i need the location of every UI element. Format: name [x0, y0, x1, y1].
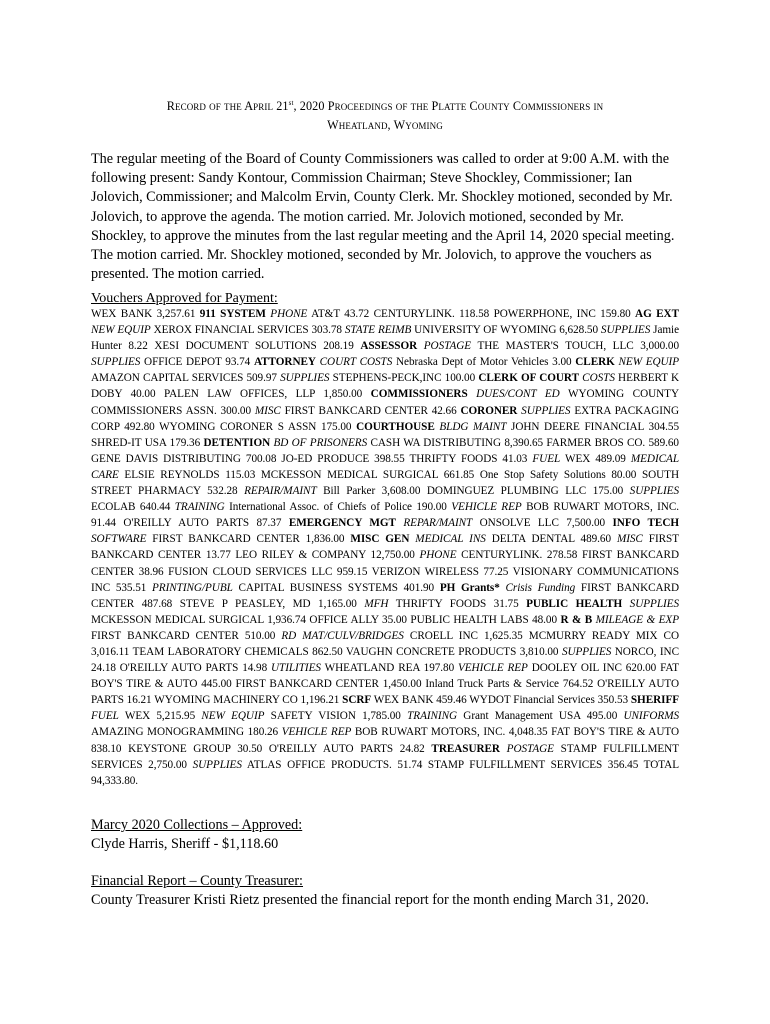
voucher-category: REPAR/MAINT	[395, 517, 473, 530]
voucher-category: POSTAGE	[499, 742, 554, 755]
voucher-department: ATTORNEY	[253, 356, 316, 369]
voucher-department: CLERK OF COURT	[478, 372, 579, 385]
title-line-1: Record of the April 21st, 2020 Proceedings of the Platte County Commissioners in	[166, 99, 604, 113]
voucher-entries: HERBERT K DOBY 40.00 PALEN LAW OFFICES, LLP 1,850.00	[91, 372, 680, 401]
voucher-entries: AMAZON CAPITAL SERVICES 509.97	[91, 372, 281, 385]
voucher-category: RD MAT/CULV/BRIDGES	[281, 629, 404, 642]
voucher-entries: Bill Parker 3,608.00 DOMINGUEZ PLUMBING LLC 175.00	[316, 485, 630, 498]
voucher-entries: FIRST BANKCARD CENTER 487.68 STEVE P PEASLEY, MD 1,165.00	[91, 581, 679, 610]
voucher-category: SUPPLIES	[517, 404, 571, 417]
voucher-category: DUES/CONT ED	[467, 388, 560, 401]
voucher-entries: THE MASTER'S TOUCH, LLC 3,000.00	[471, 340, 679, 353]
voucher-department: CORONER	[460, 404, 518, 417]
voucher-category: TRAINING	[174, 501, 225, 514]
voucher-entries: ELSIE REYNOLDS 115.03 MCKESSON MEDICAL SURGICAL 661.85 One Stop Safety Solutions 80.00 SOUTH STREET PHARMACY 532.28	[91, 468, 679, 498]
voucher-department: CLERK	[575, 356, 615, 369]
voucher-department: AG EXT	[635, 308, 679, 320]
voucher-entries: MCKESSON MEDICAL SURGICAL 1,936.74 OFFICE ALLY 35.00 PUBLIC HEALTH LABS 48.00	[91, 613, 561, 626]
voucher-category: BD OF PRISONERS	[270, 436, 368, 449]
vouchers-heading: Vouchers Approved for Payment:	[91, 291, 278, 306]
document-title	[92, 94, 678, 135]
voucher-department: MISC GEN	[350, 533, 410, 546]
voucher-entries: STAMP FULFILLMENT SERVICES 2,750.00	[91, 742, 679, 771]
voucher-department: DETENTION	[203, 436, 271, 449]
voucher-department: R & B	[560, 613, 593, 626]
voucher-entries: OFFICE DEPOT 93.74	[140, 356, 254, 369]
voucher-entries: THRIFTY FOODS 31.75	[388, 597, 527, 610]
title-superscript: st	[288, 99, 294, 107]
voucher-category: UTILITIES	[271, 662, 321, 675]
voucher-entries: Grant Management USA 495.00	[457, 710, 624, 723]
voucher-category: MEDICAL INS	[409, 533, 486, 546]
voucher-entries: CAPITAL BUSINESS SYSTEMS 401.90	[232, 581, 440, 594]
voucher-entries: UNIVERSITY OF WYOMING 6,628.50	[411, 324, 601, 337]
voucher-entries: JOHN DEERE FINANCIAL 304.55 SHRED-IT USA 179.36	[91, 420, 679, 449]
voucher-entries: DELTA DENTAL 489.60	[485, 533, 617, 546]
voucher-category: COURT COSTS	[315, 356, 393, 369]
voucher-entries: FIRST BANKCARD CENTER 510.00	[91, 629, 282, 642]
voucher-category: MEDICAL CARE	[91, 452, 679, 481]
voucher-category: NEW EQUIP	[91, 324, 151, 337]
voucher-category: PRINTING/PUBL	[152, 581, 233, 594]
voucher-entries: CENTURYLINK. 278.58 FIRST BANKCARD CENTER 38.96 FUSION CLOUD SERVICES LLC 959.15 VERIZON WIRELESS 77.25 VISIONARY COMMUNICATIONS INC 535.51	[91, 549, 679, 594]
voucher-department: EMERGENCY MGT	[288, 517, 396, 530]
voucher-category: VEHICLE REP	[457, 662, 528, 675]
voucher-category: SUPPLIES	[561, 645, 612, 658]
voucher-category: SUPPLIES	[91, 356, 141, 369]
voucher-department: INFO TECH	[612, 517, 679, 530]
voucher-category: NEW EQUIP	[614, 356, 680, 369]
voucher-category: SOFTWARE	[91, 533, 147, 546]
voucher-department: TREASURER	[431, 742, 500, 755]
title-line-2: Wheatland, Wyoming	[327, 118, 443, 132]
voucher-entries: AT&T 43.72 CENTURYLINK. 118.58 POWERPHONE, INC 159.80	[307, 308, 636, 320]
voucher-category: COSTS	[578, 372, 615, 385]
voucher-department: SHERIFF	[630, 694, 680, 707]
financial-report-heading: Financial Report – County Treasurer:	[91, 873, 304, 889]
voucher-entries: WYOMING COUNTY COMMISSIONERS ASSN. 300.00	[91, 388, 679, 417]
voucher-entries: International Assoc. of Chiefs of Police 190.00	[224, 501, 452, 514]
voucher-entries: ONSOLVE LLC 7,500.00	[472, 517, 613, 530]
voucher-entries: FIRST BANKCARD CENTER 1,836.00	[146, 533, 351, 546]
voucher-entries: SAFETY VISION 1,785.00	[264, 710, 408, 723]
voucher-category: PHONE	[419, 549, 457, 562]
voucher-entries: BOB RUWART MOTORS, INC. 91.44 O'REILLY AUTO PARTS 87.37	[91, 501, 679, 530]
voucher-entries: FIRST BANKCARD CENTER 13.77 LEO RILEY & COMPANY 12,750.00	[91, 533, 679, 562]
voucher-entries: WEX BANK 3,257.61	[91, 308, 200, 320]
voucher-category: TRAINING	[407, 710, 458, 723]
voucher-category: FUEL	[91, 710, 119, 723]
voucher-category: MISC	[254, 404, 281, 417]
voucher-entries: ATLAS OFFICE PRODUCTS. 51.74 STAMP FULFILLMENT SERVICES 356.45 TOTAL 94,333.80.	[91, 758, 679, 787]
voucher-category: STATE REIMB	[344, 324, 412, 337]
voucher-category: REPAIR/MAINT	[244, 485, 317, 498]
voucher-category: NEW EQUIP	[201, 710, 265, 723]
voucher-category: SUPPLIES	[629, 485, 679, 498]
vouchers-paragraph	[91, 306, 679, 789]
voucher-entries: Nebraska Dept of Motor Vehicles 3.00	[392, 356, 576, 369]
voucher-category: MISC	[616, 533, 643, 546]
voucher-department: 911 SYSTEM	[199, 308, 266, 320]
voucher-entries: WHEATLAND REA 197.80	[320, 662, 458, 675]
voucher-department: PH Grants*	[439, 581, 500, 594]
voucher-category: SUPPLIES	[600, 324, 651, 337]
meeting-intro-paragraph: The regular meeting of the Board of County Commissioners was called to order at 9:00 A.M. with the following present: Sandy Kontour, Commission Chairman; Steve Shockley, Commissioner; Ian Jolovich, Commissioner; and Malcolm Ervin, County Clerk. Mr. Shockley motioned, seconded by Mr. Jolovich, to approve the agenda. The motion carried. Mr. Jolovich motioned, seconded by Mr. Shockley, to approve the minutes from the last regular meeting and the April 14, 2020 special meeting. The motion carried. Mr. Shockley motioned, seconded by Mr. Jolovich, to approve the vouchers as presented. The motion carried.	[91, 151, 675, 283]
voucher-category: SUPPLIES	[280, 372, 330, 385]
collections-heading: Marcy 2020 Collections – Approved:	[91, 817, 303, 833]
voucher-entries: WEX 5,215.95	[118, 710, 202, 723]
voucher-entries: ECOLAB 640.44	[91, 501, 175, 514]
voucher-category: SUPPLIES	[192, 758, 242, 771]
voucher-entries: WEX BANK 459.46 WYDOT Financial Services 350.53	[371, 694, 631, 707]
voucher-category: MFH	[364, 597, 389, 610]
voucher-entries: AMAZING MONOGRAMMING 180.26	[91, 726, 282, 739]
voucher-category: MILEAGE & EXP	[592, 613, 679, 626]
voucher-entries: DOOLEY OIL INC 620.00 FAT BOY'S TIRE & AUTO 445.00 FIRST BANKCARD CENTER 1,450.00 Inland Truck Parts & Service 764.52 O'REILLY AUTO PARTS 16.21 WYOMING MACHINERY CO 1,196.21	[91, 662, 679, 707]
voucher-entries: STEPHENS-PECK,INC 100.00	[329, 372, 479, 385]
voucher-entries: Jamie Hunter 8.22 XESI DOCUMENT SOLUTIONS 208.19	[91, 324, 679, 353]
voucher-entries: FIRST BANKCARD CENTER 42.66	[280, 404, 461, 417]
voucher-entries: WEX 489.09	[560, 452, 631, 465]
financial-report-section	[91, 872, 679, 910]
collections-text: Clyde Harris, Sheriff - $1,118.60	[91, 836, 279, 852]
financial-report-text: County Treasurer Kristi Rietz presented the financial report for the month ending March 31, 2020.	[91, 892, 649, 908]
voucher-entries: XEROX FINANCIAL SERVICES 303.78	[150, 324, 345, 337]
voucher-category: POSTAGE	[417, 340, 472, 353]
voucher-category: Crisis Funding	[499, 581, 576, 594]
voucher-category: UNIFORMS	[623, 710, 680, 723]
voucher-entries: NORCO, INC 24.18 O'REILLY AUTO PARTS 14.98	[91, 645, 679, 675]
voucher-entries: BOB RUWART MOTORS, INC. 4,048.35 FAT BOY'S TIRE & AUTO 838.10 KEYSTONE GROUP 30.50 O'REILLY AUTO PARTS 24.82	[91, 726, 679, 755]
collections-section	[91, 816, 679, 854]
voucher-category: FUEL	[532, 452, 561, 465]
voucher-department: ASSESSOR	[360, 340, 418, 353]
voucher-category: SUPPLIES	[622, 597, 679, 610]
voucher-entries: CROELL INC 1,625.35 MCMURRY READY MIX CO 3,016.11 TEAM LABORATORY CHEMICALS 862.50 VAUGHN CONCRETE PRODUCTS 3,810.00	[91, 629, 680, 658]
voucher-entries: CASH WA DISTRIBUTING 8,390.65 FARMER BROS CO. 589.60 GENE DAVIS DISTRIBUTING 700.08 JO-ED PRODUCE 398.55 THRIFTY FOODS 41.03	[91, 436, 679, 465]
voucher-category: BLDG MAINT	[434, 420, 507, 433]
voucher-department: COMMISSIONERS	[370, 388, 468, 401]
voucher-category: PHONE	[265, 308, 308, 320]
voucher-department: SCRF	[342, 694, 372, 707]
voucher-entries: EXTRA PACKAGING CORP 492.80 WYOMING CORONER S ASSN 175.00	[91, 404, 679, 433]
voucher-category: VEHICLE REP	[451, 501, 522, 514]
voucher-department: PUBLIC HEALTH	[526, 597, 623, 610]
voucher-category: VEHICLE REP	[281, 726, 352, 739]
voucher-department: COURTHOUSE	[356, 420, 435, 433]
